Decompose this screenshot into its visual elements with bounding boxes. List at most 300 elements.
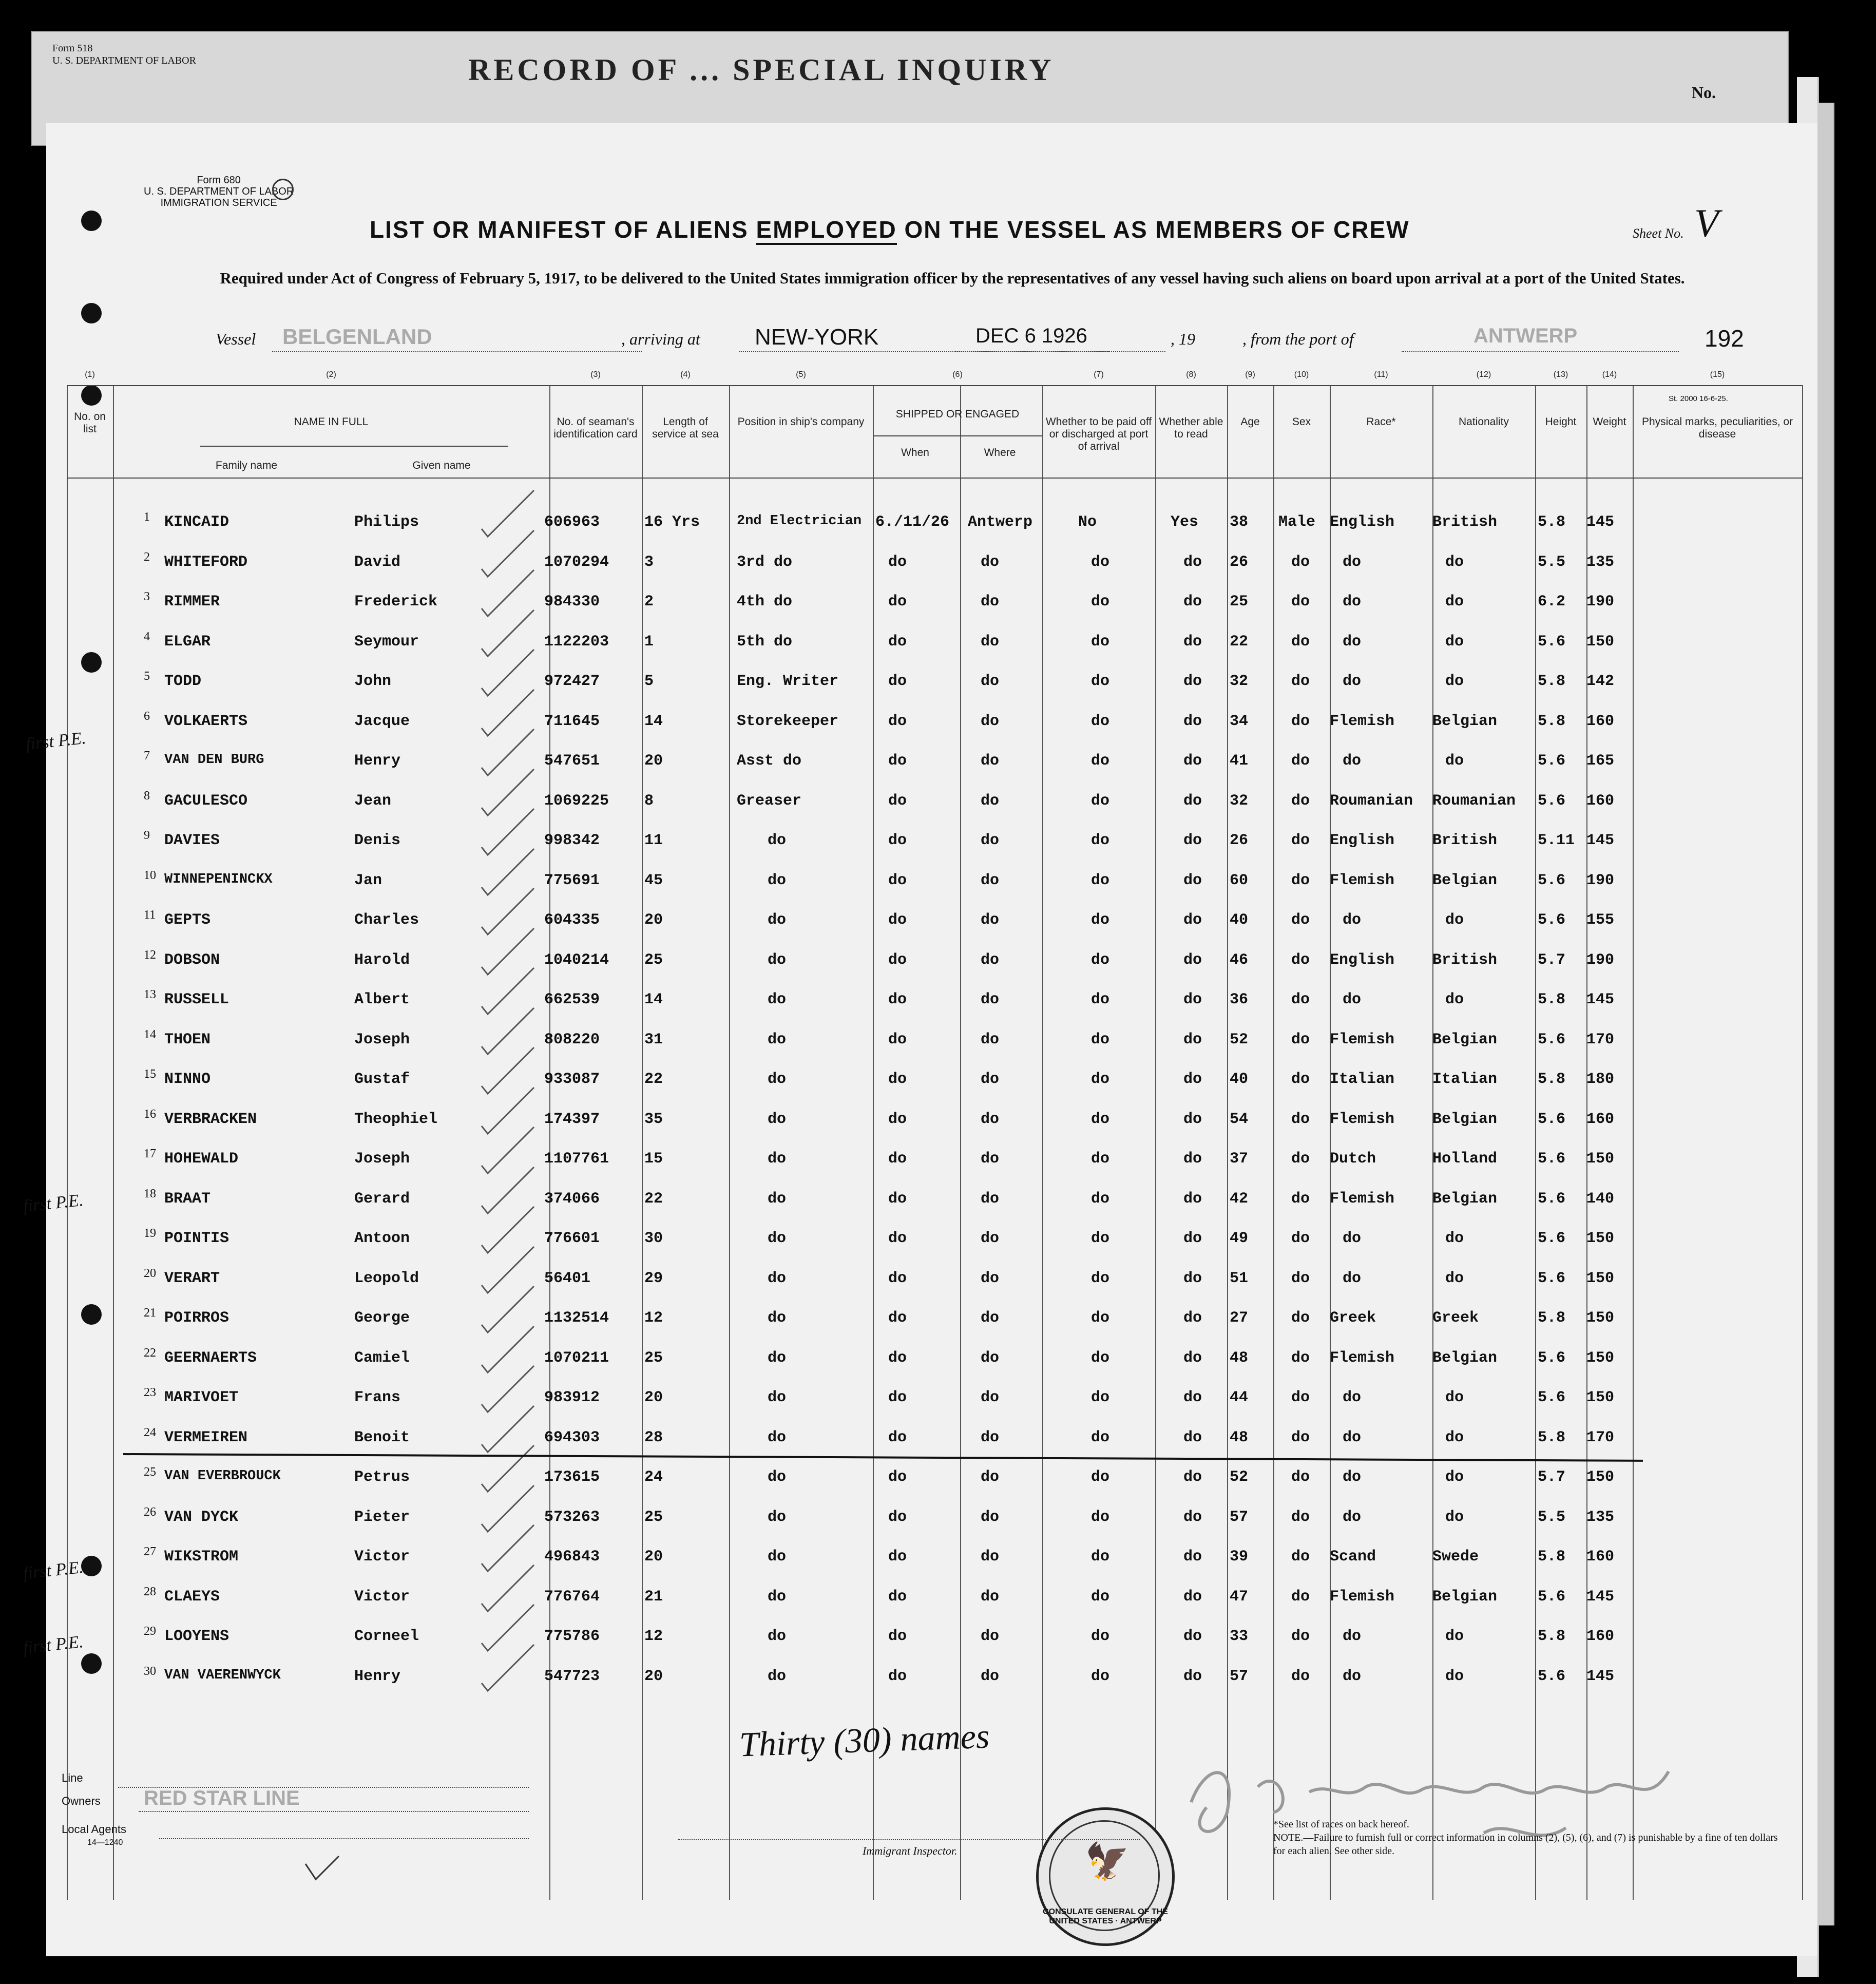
cell-age: 42 (1230, 1190, 1249, 1208)
cell-ht: 6.2 (1538, 593, 1566, 611)
cell-age: 57 (1230, 1508, 1249, 1526)
cell-wt: 160 (1586, 1548, 1615, 1566)
cell-paid: do (1091, 1150, 1110, 1168)
cell-nat: do (1445, 1628, 1464, 1645)
cell-wt: 150 (1586, 1230, 1615, 1247)
eagle-icon: 🦅 (1085, 1842, 1130, 1882)
cell-read: do (1183, 1071, 1202, 1088)
row-number: 20 (144, 1266, 156, 1280)
cell-paid: do (1091, 832, 1110, 849)
cell-read: do (1183, 911, 1202, 929)
cell-svc: 15 (644, 1150, 663, 1168)
cell-sex: do (1291, 673, 1310, 690)
cell-svc: 25 (644, 1508, 663, 1526)
row-number: 3 (144, 590, 150, 603)
cell-wt: 190 (1586, 871, 1615, 889)
cell-svc: 20 (644, 911, 663, 929)
grid-column-line (1633, 385, 1634, 1900)
cell-family: DAVIES (164, 832, 220, 849)
cell-paid: do (1091, 911, 1110, 929)
cell-race: Flemish (1330, 1588, 1395, 1606)
punch-hole (81, 1304, 102, 1325)
cell-given: Petrus (354, 1468, 410, 1486)
cell-family: GACULESCO (164, 792, 248, 810)
cell-card: 573263 (544, 1508, 600, 1526)
cell-card: 998342 (544, 832, 600, 849)
cell-age: 25 (1230, 593, 1249, 611)
punch-hole (81, 303, 102, 323)
title-part-1: LIST OR MANIFEST OF ALIENS (370, 216, 749, 243)
column-header: Height (1545, 416, 1577, 428)
footnotes (1273, 1818, 1787, 1858)
cell-pos: Storekeeper (737, 712, 839, 730)
cell-given: Antoon (354, 1230, 410, 1247)
cell-family: TODD (164, 673, 202, 690)
cell-ht: 5.6 (1538, 1230, 1566, 1247)
column-number: (9) (1245, 370, 1255, 379)
cell-wt: 150 (1586, 1150, 1615, 1168)
cell-age: 60 (1230, 871, 1249, 889)
cell-nat: do (1445, 1230, 1464, 1247)
column-number: (10) (1294, 370, 1309, 379)
cell-where: do (981, 1667, 1000, 1685)
cell-paid: do (1091, 553, 1110, 571)
cell-pos: do (768, 1389, 787, 1406)
seal-text: CONSULATE GENERAL OF THE UNITED STATES · ANTWERP (1043, 1907, 1168, 1925)
cell-when: do (888, 871, 907, 889)
cell-read: do (1183, 1230, 1202, 1247)
row-number: 5 (144, 670, 150, 683)
cell-sex: do (1291, 1110, 1310, 1128)
cell-paid: do (1091, 1031, 1110, 1048)
cell-given: John (354, 673, 392, 690)
cell-svc: 25 (644, 951, 663, 969)
cell-pos: do (768, 1031, 787, 1048)
cell-read: do (1183, 593, 1202, 611)
cell-race: do (1343, 1508, 1362, 1526)
cell-svc: 20 (644, 1389, 663, 1406)
cell-ht: 5.8 (1538, 513, 1566, 531)
cell-wt: 145 (1586, 1588, 1615, 1606)
cell-paid: do (1091, 633, 1110, 651)
row-number: 15 (144, 1067, 156, 1081)
row-number: 6 (144, 709, 150, 723)
footnote-races: *See list of races on back hereof. (1273, 1819, 1409, 1830)
cell-card: 808220 (544, 1031, 600, 1048)
cell-pos: do (768, 1309, 787, 1327)
column-number: (15) (1710, 370, 1725, 379)
cell-when: do (888, 1110, 907, 1128)
cell-nat: Italian (1432, 1071, 1498, 1088)
cell-family: ELGAR (164, 633, 211, 651)
cell-when: do (888, 1071, 907, 1088)
cell-sex: do (1291, 792, 1310, 810)
cell-age: 26 (1230, 832, 1249, 849)
underlying-dept: U. S. DEPARTMENT OF LABOR (52, 55, 196, 66)
cell-ht: 5.6 (1538, 752, 1566, 770)
cell-age: 40 (1230, 1071, 1249, 1088)
cell-ht: 5.6 (1538, 871, 1566, 889)
cell-pos: do (768, 1349, 787, 1367)
cell-paid: do (1091, 1428, 1110, 1446)
consulate-seal (1036, 1807, 1175, 1946)
cell-family: THOEN (164, 1031, 211, 1048)
cell-when: do (888, 1667, 907, 1685)
cell-age: 47 (1230, 1588, 1249, 1606)
cell-where: do (981, 1508, 1000, 1526)
row-number: 17 (144, 1147, 156, 1160)
cell-age: 57 (1230, 1667, 1249, 1685)
column-number: (7) (1094, 370, 1104, 379)
cell-when: do (888, 1389, 907, 1406)
cell-card: 496843 (544, 1548, 600, 1566)
cell-svc: 35 (644, 1110, 663, 1128)
column-number: (6) (952, 370, 963, 379)
cell-sex: do (1291, 1468, 1310, 1486)
cell-read: do (1183, 991, 1202, 1008)
cell-pos: do (768, 1230, 787, 1247)
name-subheader-line (200, 446, 508, 447)
grid-column-line (960, 385, 961, 1900)
cell-given: Pieter (354, 1508, 410, 1526)
cell-sex: do (1291, 553, 1310, 571)
row-number: 2 (144, 550, 150, 564)
cell-where: do (981, 553, 1000, 571)
cell-age: 51 (1230, 1269, 1249, 1287)
row-number: 9 (144, 829, 150, 842)
cell-card: 547723 (544, 1667, 600, 1685)
cell-race: Flemish (1330, 712, 1395, 730)
cell-age: 39 (1230, 1548, 1249, 1566)
cell-card: 1122203 (544, 633, 609, 651)
cell-race: Flemish (1330, 1031, 1395, 1048)
cell-paid: do (1091, 1588, 1110, 1606)
cell-read: do (1183, 633, 1202, 651)
cell-wt: 135 (1586, 553, 1615, 571)
cell-race: do (1343, 633, 1362, 651)
cell-age: 48 (1230, 1349, 1249, 1367)
cell-nat: Belgian (1432, 1190, 1498, 1208)
cell-sex: do (1291, 1309, 1310, 1327)
cell-read: do (1183, 1667, 1202, 1685)
punch-hole (81, 652, 102, 673)
column-number: (12) (1476, 370, 1491, 379)
column-subheader: Where (984, 447, 1016, 459)
row-number: 13 (144, 988, 156, 1001)
cell-where: do (981, 1468, 1000, 1486)
cell-age: 41 (1230, 752, 1249, 770)
footer-agents-label: Local Agents (62, 1823, 126, 1836)
cell-when: do (888, 832, 907, 849)
cell-where: do (981, 1269, 1000, 1287)
cell-ht: 5.6 (1538, 1190, 1566, 1208)
cell-sex: do (1291, 712, 1310, 730)
cell-wt: 135 (1586, 1508, 1615, 1526)
cell-race: do (1343, 1628, 1362, 1645)
cell-sex: do (1291, 911, 1310, 929)
footer-owners-label: Owners (62, 1795, 101, 1807)
cell-when: do (888, 951, 907, 969)
grid-column-line (1432, 385, 1433, 1900)
cell-card: 972427 (544, 673, 600, 690)
cell-read: do (1183, 553, 1202, 571)
cell-wt: 145 (1586, 991, 1615, 1008)
cell-sex: do (1291, 1508, 1310, 1526)
cell-card: 775691 (544, 871, 600, 889)
grid-column-line (67, 385, 68, 1900)
cell-sex: do (1291, 1667, 1310, 1685)
footer-check-mark (303, 1854, 344, 1884)
cell-ht: 5.6 (1538, 1031, 1566, 1048)
cell-when: do (888, 1428, 907, 1446)
cell-when: do (888, 1190, 907, 1208)
cell-given: Victor (354, 1548, 410, 1566)
cell-pos: do (768, 1588, 787, 1606)
cell-sex: do (1291, 1349, 1310, 1367)
cell-read: do (1183, 1110, 1202, 1128)
cell-paid: do (1091, 792, 1110, 810)
title-part-2: EMPLOYED (756, 216, 897, 245)
row-number: 27 (144, 1545, 156, 1558)
cell-paid: do (1091, 951, 1110, 969)
cell-paid: do (1091, 1389, 1110, 1406)
cell-sex: do (1291, 1031, 1310, 1048)
cell-paid: do (1091, 1071, 1110, 1088)
cell-nat: Swede (1432, 1548, 1479, 1566)
cell-ht: 5.6 (1538, 1389, 1566, 1406)
cell-read: do (1183, 1349, 1202, 1367)
cell-ht: 5.8 (1538, 1071, 1566, 1088)
row-number: 18 (144, 1187, 156, 1200)
cell-paid: do (1091, 752, 1110, 770)
cell-nat: Belgian (1432, 1588, 1498, 1606)
cell-given: Frederick (354, 593, 438, 611)
cell-ht: 5.8 (1538, 1628, 1566, 1645)
cell-where: do (981, 832, 1000, 849)
cell-paid: do (1091, 1190, 1110, 1208)
cell-given: Gustaf (354, 1071, 410, 1088)
cell-wt: 165 (1586, 752, 1615, 770)
row-number: 14 (144, 1027, 156, 1041)
cell-sex: do (1291, 593, 1310, 611)
cell-given: Henry (354, 752, 401, 770)
cell-when: do (888, 553, 907, 571)
cell-given: Albert (354, 991, 410, 1008)
vessel-value: BELGENLAND (282, 325, 432, 349)
grid-column-line (1155, 385, 1156, 1900)
cell-ht: 5.8 (1538, 1548, 1566, 1566)
cell-pos: do (768, 1468, 787, 1486)
column-subheader: Family name (215, 460, 278, 471)
column-number: (2) (326, 370, 336, 379)
cell-pos: 2nd Electrician (737, 513, 862, 529)
underlying-form-number: Form 518 (52, 43, 93, 54)
cell-when: do (888, 593, 907, 611)
cell-family: NINNO (164, 1071, 211, 1088)
footer-agents-dotline (159, 1837, 529, 1839)
cell-age: 52 (1230, 1031, 1249, 1048)
cell-paid: do (1091, 673, 1110, 690)
cell-ht: 5.5 (1538, 553, 1566, 571)
row-number: 25 (144, 1465, 156, 1479)
cell-paid: do (1091, 712, 1110, 730)
cell-when: do (888, 633, 907, 651)
cell-wt: 150 (1586, 633, 1615, 651)
cell-age: 22 (1230, 633, 1249, 651)
cell-when: do (888, 1150, 907, 1168)
cell-pos: 5th do (737, 633, 793, 651)
row-number: 1 (144, 510, 150, 524)
cell-when: 6./11/26 (875, 513, 950, 531)
cell-card: 694303 (544, 1428, 600, 1446)
cell-nat: do (1445, 752, 1464, 770)
cell-ht: 5.6 (1538, 1667, 1566, 1685)
cell-where: do (981, 712, 1000, 730)
column-header: Position in ship's company (737, 416, 865, 428)
cell-where: do (981, 1110, 1000, 1128)
cell-nat: British (1432, 951, 1498, 969)
cell-svc: 12 (644, 1628, 663, 1645)
cell-read: do (1183, 832, 1202, 849)
cell-wt: 160 (1586, 712, 1615, 730)
cell-nat: Belgian (1432, 712, 1498, 730)
cell-where: do (981, 1588, 1000, 1606)
column-subheader: When (901, 447, 929, 459)
row-number: 29 (144, 1625, 156, 1638)
cell-given: George (354, 1309, 410, 1327)
grid-column-line (113, 385, 114, 1900)
cell-sex: do (1291, 633, 1310, 651)
title-part-3: ON THE VESSEL AS MEMBERS OF CREW (904, 216, 1410, 243)
cell-read: do (1183, 1548, 1202, 1566)
column-header: No. of seaman's identification card (553, 416, 638, 440)
cell-sex: do (1291, 1548, 1310, 1566)
cell-pos: do (768, 1628, 787, 1645)
manifest-page (22, 123, 1817, 1956)
cell-given: David (354, 553, 401, 571)
cell-ht: 5.6 (1538, 911, 1566, 929)
cell-when: do (888, 752, 907, 770)
cell-family: CLAEYS (164, 1588, 220, 1606)
page-stack-edge-2 (1817, 103, 1834, 1925)
column-number: (4) (680, 370, 691, 379)
cell-card: 547651 (544, 752, 600, 770)
punch-hole (81, 1556, 102, 1576)
cell-nat: Greek (1432, 1309, 1479, 1327)
cell-family: GEERNAERTS (164, 1349, 257, 1367)
cell-sex: do (1291, 1389, 1310, 1406)
row-number: 30 (144, 1664, 156, 1678)
cell-age: 40 (1230, 911, 1249, 929)
cell-given: Philips (354, 513, 419, 531)
column-header: Sex (1292, 416, 1311, 428)
cell-paid: do (1091, 1309, 1110, 1327)
cell-svc: 45 (644, 871, 663, 889)
cell-svc: 28 (644, 1428, 663, 1446)
cell-given: Camiel (354, 1349, 410, 1367)
cell-family: RIMMER (164, 593, 220, 611)
column-number: (14) (1602, 370, 1617, 379)
cell-svc: 12 (644, 1309, 663, 1327)
row-number: 26 (144, 1505, 156, 1519)
cell-pos: do (768, 1548, 787, 1566)
cell-age: 46 (1230, 951, 1249, 969)
cell-read: do (1183, 871, 1202, 889)
cell-given: Jean (354, 792, 392, 810)
underlying-title: RECORD OF ... SPECIAL INQUIRY (468, 53, 1055, 87)
cell-svc: 8 (644, 792, 654, 810)
cell-card: 1069225 (544, 792, 609, 810)
cell-race: do (1343, 752, 1362, 770)
cell-when: do (888, 1349, 907, 1367)
cell-read: do (1183, 1389, 1202, 1406)
cell-nat: Belgian (1432, 871, 1498, 889)
cell-pos: Greaser (737, 792, 802, 810)
cell-pos: do (768, 1508, 787, 1526)
cell-race: Greek (1330, 1309, 1376, 1327)
cell-ht: 5.11 (1538, 832, 1575, 849)
from-dotline (1402, 350, 1679, 352)
cell-card: 1040214 (544, 951, 609, 969)
cell-pos: do (768, 991, 787, 1008)
cell-pos: do (768, 1428, 787, 1446)
cell-pos: do (768, 1190, 787, 1208)
cell-when: do (888, 1628, 907, 1645)
cell-race: do (1343, 1667, 1362, 1685)
cell-paid: do (1091, 1349, 1110, 1367)
cell-given: Victor (354, 1588, 410, 1606)
cell-family: VOLKAERTS (164, 712, 248, 730)
inspector-label: Immigrant Inspector. (863, 1844, 958, 1857)
column-header: NAME IN FULL (294, 416, 369, 428)
cell-where: do (981, 1031, 1000, 1048)
cell-card: 775786 (544, 1628, 600, 1645)
cell-ht: 5.7 (1538, 1468, 1566, 1486)
grid-column-line (873, 385, 874, 1900)
form-dept: U. S. DEPARTMENT OF LABOR (144, 186, 294, 197)
shipped-subheader-line (873, 435, 1042, 436)
cell-when: do (888, 911, 907, 929)
column-header: Nationality (1458, 416, 1509, 428)
cell-paid: do (1091, 593, 1110, 611)
cell-wt: 145 (1586, 1667, 1615, 1685)
cell-svc: 20 (644, 1667, 663, 1685)
cell-age: 32 (1230, 673, 1249, 690)
cell-race: English (1330, 951, 1395, 969)
grid-top-line (67, 385, 1802, 386)
cell-nat: do (1445, 673, 1464, 690)
cell-svc: 22 (644, 1071, 663, 1088)
cell-family: BRAAT (164, 1190, 211, 1208)
cell-ht: 5.5 (1538, 1508, 1566, 1526)
cell-wt: 155 (1586, 911, 1615, 929)
cell-where: Antwerp (968, 513, 1033, 531)
cell-read: do (1183, 1428, 1202, 1446)
footer-owners-dotline (139, 1810, 529, 1812)
cell-when: do (888, 1031, 907, 1048)
cell-sex: do (1291, 1269, 1310, 1287)
row-number: 19 (144, 1227, 156, 1240)
inspector-dotline (678, 1838, 1140, 1840)
cell-wt: 150 (1586, 1349, 1615, 1367)
cell-ht: 5.6 (1538, 1269, 1566, 1287)
cell-read: do (1183, 1468, 1202, 1486)
cell-sex: do (1291, 1150, 1310, 1168)
cell-when: do (888, 991, 907, 1008)
cell-given: Frans (354, 1389, 401, 1406)
cell-card: 173615 (544, 1468, 600, 1486)
cell-ht: 5.8 (1538, 1309, 1566, 1327)
